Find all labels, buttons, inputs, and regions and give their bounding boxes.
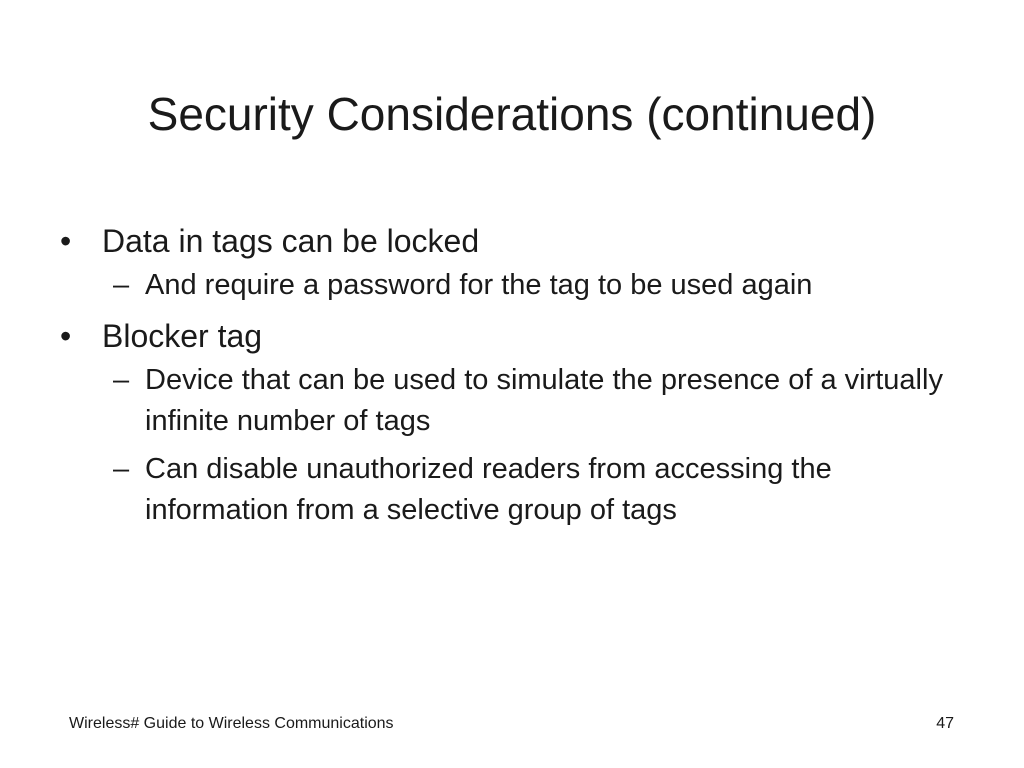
bullet-marker: •: [60, 223, 72, 259]
sub-bullet-item: [113, 449, 980, 531]
bullet-marker: •: [60, 318, 72, 354]
sub-bullet-list: [113, 265, 980, 306]
sub-bullet-item: [113, 360, 980, 442]
sub-bullet-text: Can disable unauthorized readers from accessing the information from a selective group of tags: [145, 453, 832, 526]
bullet-item: [60, 218, 980, 264]
footer-course-title: Wireless# Guide to Wireless Communications: [69, 715, 394, 732]
bullet-item: [60, 313, 980, 359]
sub-bullet-marker: –: [113, 453, 130, 485]
bullet-list: [60, 218, 980, 538]
sub-bullet-text: Device that can be used to simulate the presence of a virtually infinite number of tags: [145, 364, 943, 437]
slide-title: Security Considerations (continued): [147, 88, 877, 140]
sub-bullet-marker: –: [113, 269, 130, 301]
sub-bullet-item: [113, 265, 980, 306]
sub-bullet-list: [113, 360, 980, 531]
sub-bullet-marker: –: [113, 364, 130, 396]
bullet-text: Blocker tag: [102, 318, 263, 354]
footer-page-number: 47: [936, 715, 954, 732]
sub-bullet-text: And require a password for the tag to be used again: [145, 269, 813, 301]
bullet-text: Data in tags can be locked: [102, 223, 480, 259]
